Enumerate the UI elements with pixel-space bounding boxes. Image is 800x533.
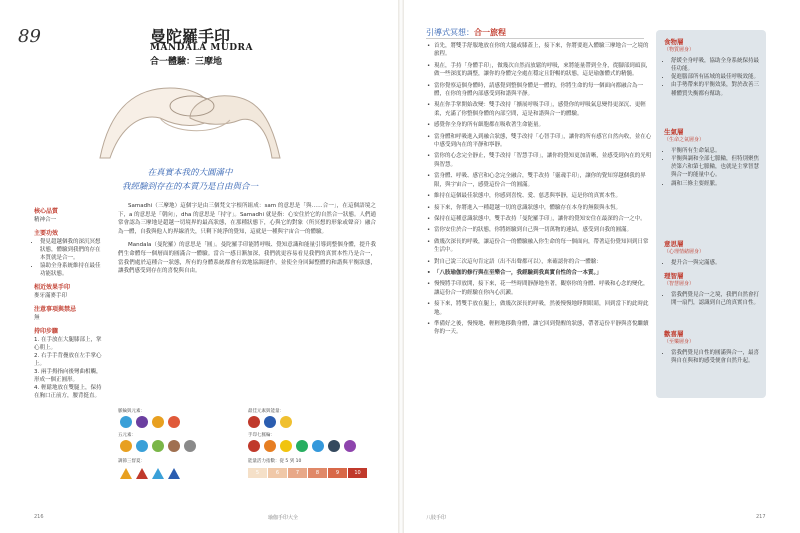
cautions-text: 無 bbox=[34, 315, 40, 321]
list-item: • 當我們覺見自性的圓滿與合一，最喜與自在與和的感受便會自然升起。 bbox=[671, 349, 762, 366]
meditation-step: • 當身體和呼吸進入到融合狀態，雙手改持「心智手印」，讓你的所有感官自然內收，並在心中感受到內在的平靜和寧靜。 bbox=[434, 133, 652, 150]
element-icon bbox=[152, 440, 164, 452]
kosha-section bbox=[664, 240, 762, 267]
dosha-label: 調節三督夏： bbox=[118, 459, 145, 464]
energy-scale-step: 8 bbox=[308, 468, 327, 478]
kosha-list bbox=[664, 259, 762, 267]
meditation-step: • 「八肢瑜伽的修行與在至樂合一，我經驗到我真實自性的合一本質。」 bbox=[434, 269, 652, 277]
quote-line-2: 我經驗到存在的本質乃是自由與合一 bbox=[121, 182, 258, 192]
energy-scale-step: 6 bbox=[268, 468, 287, 478]
list-item: • 覺見超越個我的深沉冥想狀態，體驗到我們的存在本質就是合一。 bbox=[40, 238, 104, 262]
meditation-steps bbox=[426, 42, 652, 340]
element-icon bbox=[168, 440, 180, 452]
page-number-right: 217 bbox=[756, 514, 766, 520]
kosha-heading: 歡喜層 bbox=[664, 330, 684, 338]
kosha-subheading: （智慧層身） bbox=[664, 281, 695, 288]
meditation-step: • 準備好之後，慢慢地、輕輕地移動身體，讓它回到覺醒的狀態，帶著這份平靜與喜悅繼續你的一天。 bbox=[434, 320, 652, 337]
energy-scale-step: 7 bbox=[288, 468, 307, 478]
meditation-step: • 維持在這個最佳狀態中，你感到喜悅、愛、慈悲與寧靜，這是你的真實本性。 bbox=[434, 192, 652, 200]
kosha-subheading: （物質層身） bbox=[664, 47, 695, 54]
element-icon bbox=[120, 440, 132, 452]
chakra-icon bbox=[264, 440, 276, 452]
main-effects-heading: 主要功效 bbox=[34, 230, 59, 237]
page-title: 曼陀羅手印 bbox=[150, 27, 231, 46]
body-text bbox=[118, 202, 376, 281]
kosha-heading: 理智層 bbox=[664, 272, 684, 280]
attribute-chart bbox=[118, 408, 376, 498]
step-item: 3. 兩手拇指向後彎曲相觸，形成一個正圓形。 bbox=[34, 369, 102, 383]
steps-heading: 持印步驟 bbox=[34, 328, 59, 335]
meditation-step: • 做幾次深長的呼吸，讓這份合一的體驗融入你生命的每一個面向，帶著這份覺知回到日常生活中。 bbox=[434, 238, 652, 255]
meditation-step: • 感覺你全身的所有細胞都在吸收著生命能量。 bbox=[434, 121, 652, 129]
kosha-section bbox=[664, 272, 762, 307]
meditation-step: • 首先，將雙手舒服地放在你的大腿或膝蓋上，接下來，你將要進入體驗三摩地合一之境的旅程。 bbox=[434, 42, 652, 59]
step-item: 1. 在手放在大腿膝部上，掌心朝上。 bbox=[34, 337, 102, 351]
kosha-heading: 生氣層 bbox=[664, 128, 684, 136]
divider bbox=[426, 38, 644, 39]
element-icon bbox=[184, 440, 196, 452]
chakra-icon bbox=[280, 440, 292, 452]
kosha-section bbox=[664, 128, 762, 188]
dosha-icon bbox=[136, 468, 148, 479]
meditation-step: • 當你覺察這個身體時，請感覺到整個身體是一體的，你將生命的每一個面向都融合為一體，在你的身體內部感受到和諧與平靜。 bbox=[434, 82, 652, 99]
five-elements-label: 五元素： bbox=[118, 433, 136, 438]
quote bbox=[40, 166, 340, 194]
dosha-icon bbox=[168, 468, 180, 479]
page-gutter bbox=[398, 0, 404, 533]
main-effects-list bbox=[34, 238, 104, 278]
chakra-icon bbox=[120, 416, 132, 428]
list-item: • 協助全身系統維持在最佳功能狀態。 bbox=[40, 262, 104, 278]
chakras-label: 手印七脈輪： bbox=[248, 433, 275, 438]
list-item: • 當我們覺見合一之境，我們自然會打開一扇門，認識到自己的真實自性。 bbox=[671, 291, 762, 308]
kosha-list bbox=[664, 349, 762, 366]
list-item: • 調和三條主要經脈。 bbox=[671, 180, 762, 188]
list-item: • 平衡與調和全部七脈輪，但特別聚焦於第六和第七脈輪，也就是主掌智慧與合一的能量中心。 bbox=[671, 155, 762, 180]
meditation-step: • 當身體、呼吸、感官和心念完全融合，雙手改持「靈魂手印」，讓你的覺知穿越個我的界限，與宇宙合一，感覺這份合一的圓滿。 bbox=[434, 172, 652, 189]
book-title-footer: 瑜伽手印大全 bbox=[268, 515, 299, 521]
section-footer: 八肢手印 bbox=[426, 515, 447, 521]
chakra-icon bbox=[136, 416, 148, 428]
chakra-icon bbox=[312, 440, 324, 452]
kosha-section bbox=[664, 330, 762, 365]
list-item: • 平衡所有生命氣息。 bbox=[671, 147, 762, 155]
energy-label: 最佳元素與能量： bbox=[248, 409, 284, 414]
quote-line-1: 在真實本我的大圓滿中 bbox=[147, 168, 233, 178]
energy-icon bbox=[248, 416, 260, 428]
energy-icon bbox=[280, 416, 292, 428]
core-quality-heading: 核心品質 bbox=[34, 208, 59, 215]
page-title-english: MANDALA MUDRA bbox=[150, 43, 253, 53]
meditation-step: • 當你的心念完全靜止，雙手改持「智慧手印」，讓你的覺知更加清晰，並感受到內在的光明與智慧。 bbox=[434, 152, 652, 169]
kosha-subheading: （生命之氣層身） bbox=[664, 137, 705, 144]
kosha-section bbox=[664, 38, 762, 98]
chapter-number: 89 bbox=[18, 26, 41, 47]
page-number-left: 216 bbox=[34, 514, 44, 520]
energy-icon bbox=[264, 416, 276, 428]
body-paragraph: Mandala（曼陀羅）的意思是「圓」。曼陀羅手印能將呼吸、覺知意識和能量引導到整個身體，提升我們生命體每一個層面的圓滿合一體驗。當合一感日漸加深，我們就更容易看見我們的真實本性乃是合一，當我們處於這種合一狀態，所有的身體系統都會有效地協調運作，並使全身回歸整體的和諧與平衡狀態，讓我們感受到存在的喜悅與自由。 bbox=[118, 242, 376, 275]
meditation-step: • 現在你手掌開始改變：雙手改持「擴展呼吸手印」，感覺你的呼吸氣息變得更深沉、更輕柔，充滿了你整個身體的內部空間，這是和諧與合一的體驗。 bbox=[434, 101, 652, 118]
energy-scale-step: 5 bbox=[248, 468, 267, 478]
left-sidebar bbox=[34, 202, 104, 400]
cautions-heading: 注意事項與禁忌 bbox=[34, 306, 77, 313]
core-quality-text: 精神合一 bbox=[34, 217, 57, 223]
kosha-list bbox=[664, 291, 762, 308]
kosha-list bbox=[664, 57, 762, 98]
kosha-heading: 意思層 bbox=[664, 240, 684, 248]
list-item: • 促進腦部所有區域的最佳呼吸效能。 bbox=[671, 73, 762, 81]
element-icon bbox=[136, 440, 148, 452]
meditation-step: • 慢慢將手印放開，接下來，花一些時間靜靜地坐著，觀察你的身體、呼吸和心念的變化，讓這份合一的經驗在你內心沉澱。 bbox=[434, 280, 652, 297]
chakra-icon bbox=[328, 440, 340, 452]
element-icon bbox=[168, 416, 180, 428]
kosha-subheading: （心理情緒層身） bbox=[664, 249, 705, 256]
meditation-step: • 現在，手持「身體手印」，做幾次自然而放鬆的呼吸，來將能量帶到全身，從腳部到頭頂，做一些深度的調整，讓你的身體完全處在穩定且舒暢的狀態，這是瑜伽體式的精髓。 bbox=[434, 62, 652, 79]
energy-scale-label: 能量活力指數：從 5 到 10 bbox=[248, 459, 302, 464]
chakra-element-label: 脈輪與元素： bbox=[118, 409, 145, 414]
meditation-step: • 接下來，你將進入一種超越一切的意識狀態中，體驗存在本身的無限與永恆。 bbox=[434, 204, 652, 212]
meditation-step: • 當你安住於合一的狀態，你將經驗到自己與一切萬物的連結，感受到自我的圓滿。 bbox=[434, 226, 652, 234]
chakra-icon bbox=[296, 440, 308, 452]
meditation-title bbox=[426, 27, 506, 38]
meditation-step: • 對自己說三次這句肯定語（出不出聲都可以），來確認你的合一體驗： bbox=[434, 258, 652, 266]
steps-list bbox=[34, 336, 104, 400]
kosha-subheading: （至樂層身） bbox=[664, 339, 695, 346]
step-item: 4. 輕鬆地放在雙腿上，保持在胸口正前方，腰背挺直。 bbox=[34, 385, 102, 399]
energy-scale-step: 9 bbox=[328, 468, 347, 478]
meditation-title-prefix: 引導式冥想： bbox=[426, 28, 474, 37]
dosha-icon bbox=[120, 468, 132, 479]
chakra-icon bbox=[344, 440, 356, 452]
dosha-icon bbox=[152, 468, 164, 479]
step-item: 2. 右手手背疊放在左手掌心上。 bbox=[34, 353, 102, 367]
meditation-title-main: 合一旅程 bbox=[474, 28, 506, 37]
list-item: • 舒緩全身呼吸，協助全身系統保持最佳功能。 bbox=[671, 57, 762, 74]
list-item: • 由手勢帶來的平衡效果，對於改善三種體質失衡都有幫助。 bbox=[671, 81, 762, 98]
page-subtitle: 合一體驗：三摩地 bbox=[150, 57, 223, 67]
energy-scale-bar bbox=[248, 468, 368, 478]
list-item: • 提升合一與完滿感。 bbox=[671, 259, 762, 267]
body-paragraph: Samadhi（三摩地）這個字是由三個梵文字根所組成：sam 的意思是「與……合一」，在這個語境之下，a 的意思是「朝向」，dha 的意思是「持守」。Samadhi 就是指：心安住於它的自然合一狀態。人們通常會認為三摩地是超越一切境界的最高狀態，在那種狀態下，心與它的對象（所冥想的形象或聲音）融合為一體，自我與他人的界線消失，只剩下純淨的覺知，這就是一種與宇宙合一的體驗。 bbox=[118, 203, 376, 235]
chakra-icon bbox=[248, 440, 260, 452]
similar-mudra-text: 麥牙滿麥手印 bbox=[34, 293, 68, 299]
kosha-list bbox=[664, 147, 762, 188]
energy-scale-step: 10 bbox=[348, 468, 367, 478]
similar-mudra-heading: 相近效果手印 bbox=[34, 284, 71, 291]
meditation-step: • 接下來，將雙手放在腿上，做幾次深長的呼吸，然後慢慢地睜開眼睛，回到當下的此時此地。 bbox=[434, 300, 652, 317]
element-icon bbox=[152, 416, 164, 428]
kosha-heading: 食物層 bbox=[664, 38, 684, 46]
meditation-step: • 保持在這種意識狀態中，雙手改持「曼陀羅手印」，讓你的覺知安住在最深的合一之中。 bbox=[434, 215, 652, 223]
